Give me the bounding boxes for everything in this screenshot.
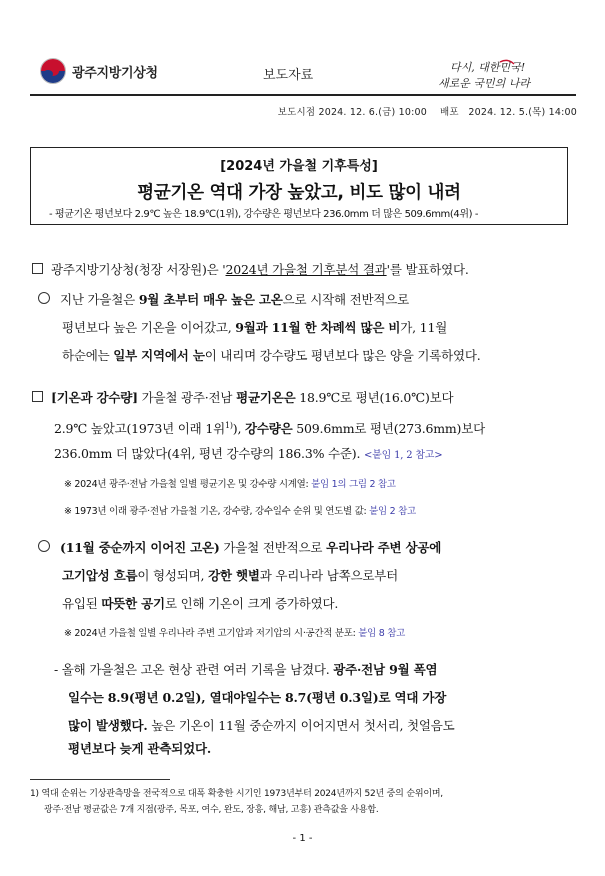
release-info <box>278 104 577 118</box>
records-line-2: 일수는 8.9(평년 0.2일), 열대야일수는 8.7(평년 0.3일)로 역대 가장 <box>68 690 447 705</box>
summary-line-2: 평년보다 높은 기온을 이어갔고, 9월과 11월 한 차례씩 많은 비가, 11월 <box>62 320 448 335</box>
svg-text:새로운 국민의 나라: 새로운 국민의 나라 <box>438 77 531 90</box>
note-ranking: ※ 1973년 이래 광주·전남 가을철 기온, 강수량, 강수일수 순위 및 연도별 값: 붙임 2 참고 <box>64 506 416 517</box>
appendix-reference: <붙임 1, 2 참고> <box>364 450 443 461</box>
records-line-4: 평년보다 늦게 관측되었다. <box>68 741 212 756</box>
headline-subtitle: [2024년 가을철 기후특성] <box>220 159 378 174</box>
agency-logo <box>40 58 158 84</box>
summary-line-1: 지난 가을철은 9월 초부터 매우 높은 고온으로 시작해 전반적으로 <box>38 286 409 314</box>
svg-text:다시, 대한민국!: 다시, 대한민국! <box>450 61 526 74</box>
circle-bullet-icon <box>38 540 50 552</box>
release-time: 2024. 12. 6.(금) 10:00 <box>318 107 428 118</box>
square-bullet-icon <box>32 263 43 274</box>
summary-line-3: 하순에는 일부 지역에서 눈이 내리며 강수량도 평년보다 많은 양을 기록하였다. <box>62 348 481 363</box>
records-line-3: 많이 발생했다. 높은 기온이 11월 중순까지 이어지면서 첫서리, 첫얼음도 <box>68 718 455 733</box>
page-number: - 1 - <box>292 833 313 844</box>
temp-precip-line-1: [기온과 강수량] 가을철 광주·전남 평균기온은 18.9℃로 평년(16.0℃)보다 <box>32 384 453 412</box>
slogan-calligraphy <box>430 54 550 94</box>
headline-summary: - 평균기온 평년보다 2.9℃ 높은 18.9℃(1위), 강수량은 평년보다 236.0mm 더 많은 509.6mm(4위) - <box>49 209 479 220</box>
headline-title: 평균기온 역대 가장 높았고, 비도 많이 내려 <box>137 183 461 203</box>
temp-precip-line-2: 2.9℃ 높았고(1973년 이래 1위$^{1)}$), 강수량은 509.6mm로 평년(273.6mm)보다 <box>54 421 485 437</box>
high-temp-line-2: 고기압성 흐름이 형성되며, 강한 햇볕과 우리나라 남쪽으로부터 <box>62 568 398 583</box>
footnote <box>30 786 443 818</box>
high-temp-line-1: (11월 중순까지 이어진 고온) 가을철 전반적으로 우리나라 주변 상공에 <box>38 534 441 562</box>
headline-box <box>30 147 568 225</box>
taegeuk-emblem-icon <box>40 58 66 84</box>
intro-paragraph: 광주지방기상청(청장 서장원)은 '2024년 가을철 기후분석 결과'를 발표하였다. <box>32 256 469 284</box>
footnote-line-1: 1) 역대 순위는 기상관측망을 전국적으로 대폭 확충한 시기인 1973년부터 2024년까지 52년 중의 순위이며, <box>30 789 443 799</box>
document-header <box>30 52 576 98</box>
agency-name: 광주지방기상청 <box>72 65 158 81</box>
distribute-label: 배포 <box>439 107 459 118</box>
circle-bullet-icon <box>38 292 50 304</box>
temp-precip-line-3: 236.0mm 더 많았다(4위, 평년 강수량의 186.3% 수준). <붙임 1, 2 참고> <box>54 446 443 461</box>
high-temp-line-3: 유입된 따뜻한 공기로 인해 기온이 크게 증가하였다. <box>62 596 339 611</box>
note-pressure-distribution: ※ 2024년 가을철 일별 우리나라 주변 고기압과 저기압의 시·공간적 분포: 붙임 8 참고 <box>64 628 405 639</box>
records-line-1: - 올해 가을철은 고온 현상 관련 여러 기록을 남겼다. 광주·전남 9월 폭염 <box>54 662 438 677</box>
distribute-time: 2024. 12. 5.(목) 14:00 <box>468 107 577 118</box>
header-divider <box>30 94 576 96</box>
footnote-line-2: 광주·전남 평균값은 7개 지점(광주, 목포, 여수, 완도, 장흥, 해남, 고흥) 관측값을 사용함. <box>44 805 379 815</box>
release-time-label: 보도시점 <box>277 107 316 118</box>
note-timeseries: ※ 2024년 광주·전남 가을철 일별 평균기온 및 강수량 시계열: 붙임 1의 그림 2 참고 <box>64 479 396 490</box>
footnote-divider <box>30 779 170 780</box>
square-bullet-icon <box>32 391 43 402</box>
press-release-label: 보도자료 <box>263 68 314 83</box>
